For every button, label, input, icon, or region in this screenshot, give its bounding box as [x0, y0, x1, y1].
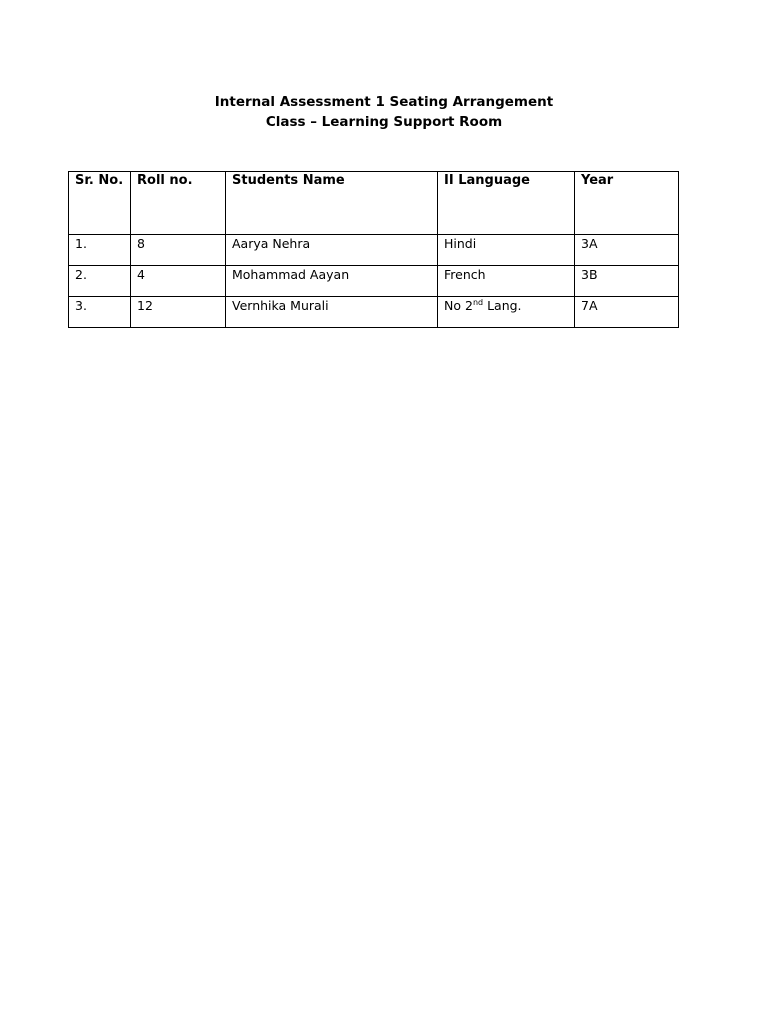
cell-year: 3A — [575, 235, 679, 266]
cell-roll-no: 4 — [131, 266, 226, 297]
table-header-row — [69, 172, 679, 235]
language-text-suffix: Lang. — [483, 298, 522, 313]
cell-sr-no: 3. — [69, 297, 131, 328]
cell-sr-no: 1. — [69, 235, 131, 266]
seating-table — [68, 171, 679, 328]
header-sr-no: Sr. No. — [69, 172, 131, 235]
cell-roll-no: 12 — [131, 297, 226, 328]
header-year: Year — [575, 172, 679, 235]
language-text: Hindi — [444, 236, 477, 251]
cell-sr-no: 2. — [69, 266, 131, 297]
document-title — [0, 92, 768, 132]
header-roll-no: Roll no. — [131, 172, 226, 235]
cell-roll-no: 8 — [131, 235, 226, 266]
title-line-2: Class – Learning Support Room — [265, 114, 503, 130]
table-row — [69, 297, 679, 328]
cell-language — [438, 297, 575, 328]
language-text: French — [444, 267, 486, 282]
cell-year: 7A — [575, 297, 679, 328]
title-line-1: Internal Assessment 1 Seating Arrangement — [214, 94, 554, 110]
language-text: No 2 — [444, 298, 473, 313]
header-ii-language: II Language — [438, 172, 575, 235]
header-students-name: Students Name — [226, 172, 438, 235]
cell-student-name: Vernhika Murali — [226, 297, 438, 328]
cell-language — [438, 235, 575, 266]
table-row — [69, 235, 679, 266]
language-ordinal-suffix: nd — [472, 298, 484, 307]
cell-student-name: Aarya Nehra — [226, 235, 438, 266]
table-row — [69, 266, 679, 297]
cell-student-name: Mohammad Aayan — [226, 266, 438, 297]
cell-year: 3B — [575, 266, 679, 297]
cell-language — [438, 266, 575, 297]
